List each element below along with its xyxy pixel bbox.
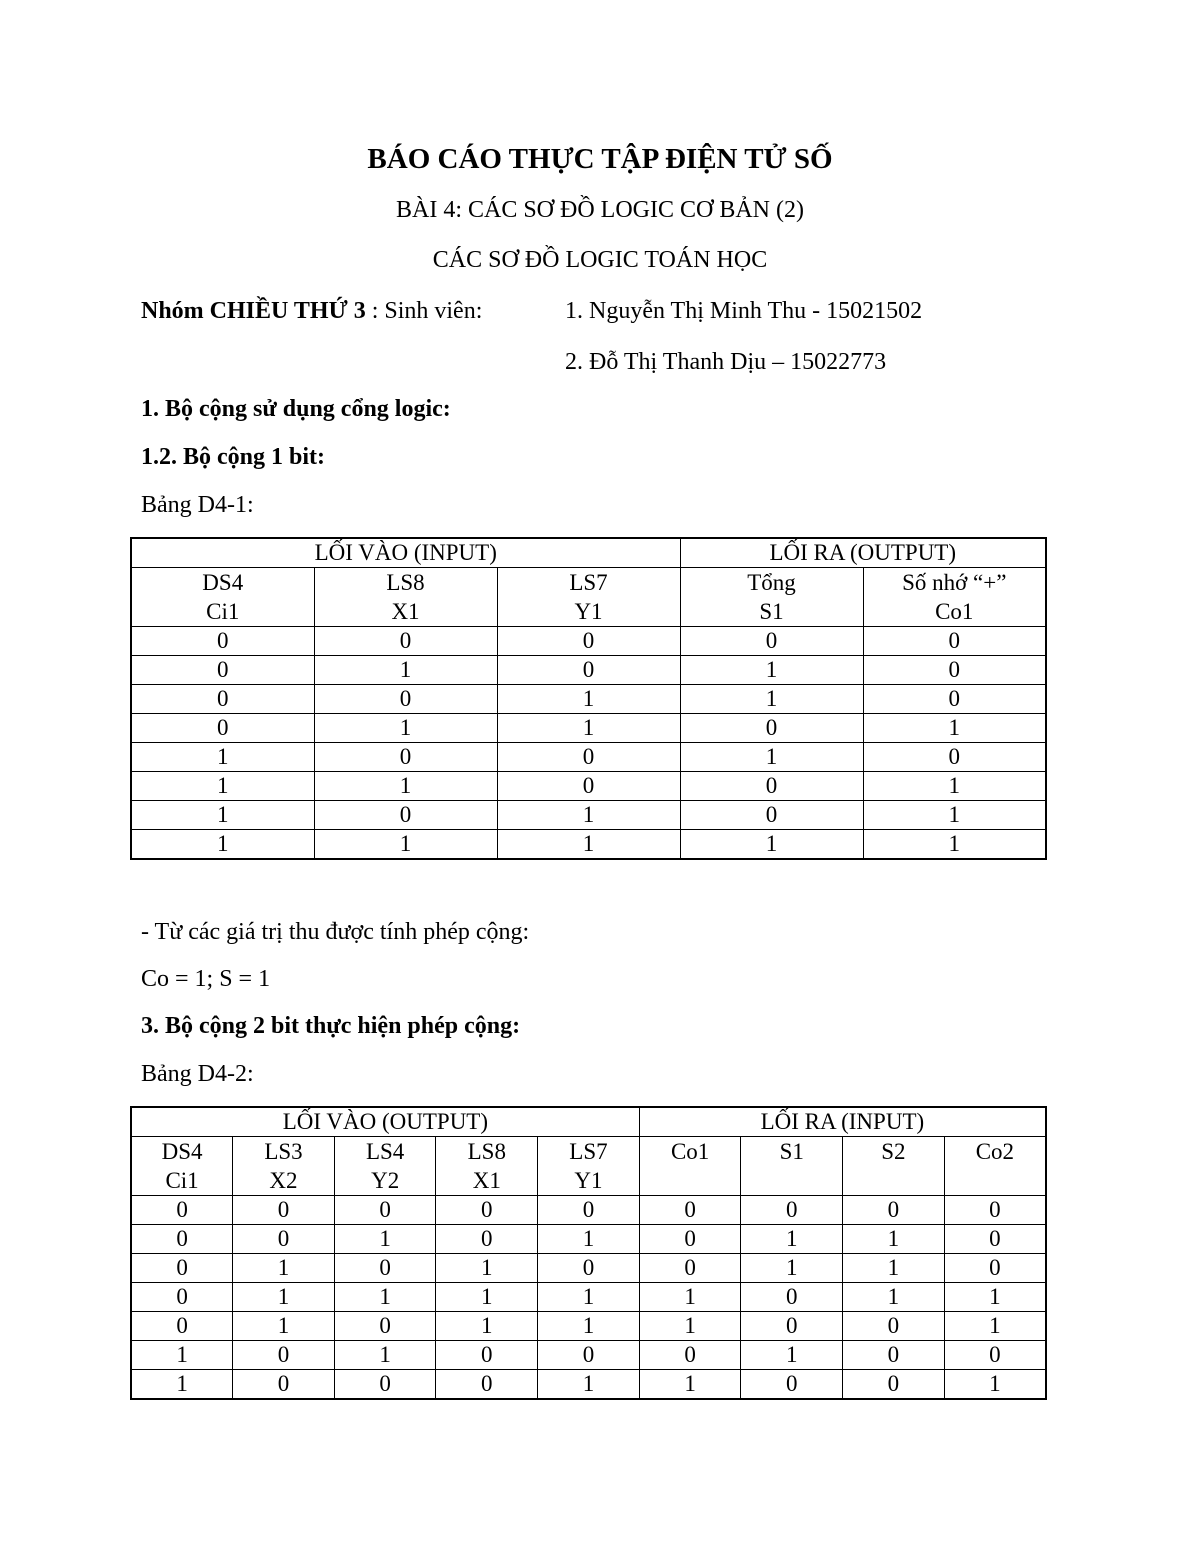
table-row xyxy=(131,1225,1046,1254)
table-cell: 0 xyxy=(497,743,680,772)
result-intro: - Từ các giá trị thu được tính phép cộng: xyxy=(141,919,530,945)
table-cell: 1 xyxy=(863,830,1046,860)
column-label: DS4 xyxy=(161,1139,203,1164)
column-label: Tổng xyxy=(747,570,796,595)
table-cell: 0 xyxy=(680,714,863,743)
table-cell: 1 xyxy=(863,801,1046,830)
column-signal: Y1 xyxy=(574,599,603,624)
table-cell: 1 xyxy=(131,743,314,772)
section-1-heading: 1. Bộ cộng sử dụng cổng logic: xyxy=(141,396,451,422)
column-header xyxy=(843,1137,945,1196)
table-cell: 0 xyxy=(741,1370,843,1400)
column-signal: X1 xyxy=(391,599,420,624)
table-cell: 0 xyxy=(334,1312,436,1341)
group-line xyxy=(141,298,482,325)
table-row xyxy=(131,1341,1046,1370)
column-header xyxy=(131,1137,233,1196)
table-cell: 0 xyxy=(497,656,680,685)
column-label: LS7 xyxy=(569,1139,608,1164)
column-label: Co1 xyxy=(670,1139,710,1164)
table-cell: 0 xyxy=(741,1196,843,1225)
table-cell: 0 xyxy=(639,1254,741,1283)
table-row xyxy=(131,772,1046,801)
table-cell: 1 xyxy=(314,714,497,743)
table-1-caption: Bảng D4-1: xyxy=(141,492,254,518)
column-header xyxy=(538,1137,640,1196)
table-cell: 0 xyxy=(233,1370,335,1400)
table-row xyxy=(131,685,1046,714)
table-cell: 1 xyxy=(639,1283,741,1312)
section-1-2-heading: 1.2. Bộ cộng 1 bit: xyxy=(141,444,326,470)
table-cell: 0 xyxy=(680,772,863,801)
column-label: LS4 xyxy=(365,1139,405,1164)
table-cell: 0 xyxy=(334,1370,436,1400)
table-cell: 1 xyxy=(843,1254,945,1283)
table-cell: 0 xyxy=(314,627,497,656)
table-cell: 0 xyxy=(131,714,314,743)
table-row xyxy=(131,656,1046,685)
table-cell: 1 xyxy=(497,714,680,743)
table-cell: 1 xyxy=(497,685,680,714)
table-cell: 0 xyxy=(944,1196,1046,1225)
table-d4-2 xyxy=(130,1106,1047,1400)
table-cell: 0 xyxy=(233,1196,335,1225)
column-header-row xyxy=(131,568,1046,627)
table-cell: 1 xyxy=(639,1370,741,1400)
table-cell: 1 xyxy=(944,1370,1046,1400)
table-cell: 1 xyxy=(944,1283,1046,1312)
table-row xyxy=(131,714,1046,743)
table-cell: 1 xyxy=(843,1283,945,1312)
students-label: : Sinh viên: xyxy=(365,298,483,324)
result-equation: Co = 1; S = 1 xyxy=(141,966,271,992)
group-header-row xyxy=(131,538,1046,568)
table-cell: 0 xyxy=(863,656,1046,685)
column-label: S1 xyxy=(779,1139,804,1164)
table-cell: 0 xyxy=(233,1225,335,1254)
table-cell: 0 xyxy=(680,627,863,656)
column-signal: Y1 xyxy=(574,1168,603,1193)
table-cell: 0 xyxy=(436,1341,538,1370)
column-signal: Ci1 xyxy=(165,1168,199,1193)
table-cell: 0 xyxy=(538,1196,640,1225)
topic-subtitle: CÁC SƠ ĐỒ LOGIC TOÁN HỌC xyxy=(432,247,768,273)
column-header xyxy=(436,1137,538,1196)
table-cell: 0 xyxy=(131,1196,233,1225)
table-cell: 1 xyxy=(497,801,680,830)
table-cell: 1 xyxy=(314,656,497,685)
column-header xyxy=(639,1137,741,1196)
table-cell: 1 xyxy=(843,1225,945,1254)
student-2: 2. Đỗ Thị Thanh Dịu – 15022773 xyxy=(565,349,887,375)
table-cell: 0 xyxy=(843,1196,945,1225)
table-row xyxy=(131,1312,1046,1341)
table-row xyxy=(131,1370,1046,1400)
table-cell: 1 xyxy=(131,772,314,801)
table-cell: 0 xyxy=(944,1254,1046,1283)
report-title: BÁO CÁO THỰC TẬP ĐIỆN TỬ SỐ xyxy=(367,143,833,175)
table-cell: 0 xyxy=(131,1283,233,1312)
table-cell: 1 xyxy=(741,1254,843,1283)
column-label: LS8 xyxy=(467,1139,506,1164)
table-cell: 0 xyxy=(436,1225,538,1254)
table-cell: 0 xyxy=(314,743,497,772)
table-cell: 0 xyxy=(436,1196,538,1225)
column-label: Số nhớ “+” xyxy=(902,570,1007,595)
column-signal: Ci1 xyxy=(206,599,240,624)
lesson-subtitle: BÀI 4: CÁC SƠ ĐỒ LOGIC CƠ BẢN (2) xyxy=(395,197,804,223)
table-cell: 0 xyxy=(843,1370,945,1400)
table-d4-1 xyxy=(130,537,1047,860)
table-cell: 0 xyxy=(639,1341,741,1370)
column-header xyxy=(314,568,497,627)
table-cell: 0 xyxy=(334,1196,436,1225)
input-group-header: LỐI VÀO (INPUT) xyxy=(131,538,680,568)
table-cell: 1 xyxy=(334,1341,436,1370)
table-cell: 0 xyxy=(863,743,1046,772)
output-group-header: LỐI RA (OUTPUT) xyxy=(680,538,1046,568)
column-header xyxy=(863,568,1046,627)
table-cell: 1 xyxy=(639,1312,741,1341)
table-cell: 1 xyxy=(314,830,497,860)
table-row xyxy=(131,830,1046,860)
table-cell: 1 xyxy=(538,1283,640,1312)
table-cell: 1 xyxy=(680,830,863,860)
table-cell: 1 xyxy=(944,1312,1046,1341)
table-cell: 1 xyxy=(436,1283,538,1312)
table-cell: 1 xyxy=(334,1225,436,1254)
table-cell: 0 xyxy=(497,627,680,656)
table-cell: 0 xyxy=(314,685,497,714)
table-row xyxy=(131,743,1046,772)
table-cell: 0 xyxy=(680,801,863,830)
table-cell: 1 xyxy=(233,1312,335,1341)
column-header xyxy=(944,1137,1046,1196)
table-cell: 1 xyxy=(497,830,680,860)
table-cell: 0 xyxy=(314,801,497,830)
table-cell: 0 xyxy=(131,627,314,656)
column-signal: X2 xyxy=(269,1168,298,1193)
table-cell: 1 xyxy=(334,1283,436,1312)
column-header-row xyxy=(131,1137,1046,1196)
column-label: DS4 xyxy=(202,570,244,595)
table-cell: 0 xyxy=(538,1254,640,1283)
column-header xyxy=(233,1137,335,1196)
table-cell: 1 xyxy=(314,772,497,801)
table-cell: 1 xyxy=(538,1225,640,1254)
table-cell: 1 xyxy=(233,1283,335,1312)
table-cell: 1 xyxy=(863,772,1046,801)
table-cell: 0 xyxy=(131,1312,233,1341)
column-signal: S1 xyxy=(759,599,784,624)
table-row xyxy=(131,1254,1046,1283)
table-cell: 0 xyxy=(741,1283,843,1312)
table-cell: 0 xyxy=(131,656,314,685)
table-cell: 1 xyxy=(680,743,863,772)
group-label: Nhóm CHIỀU THỨ 3 xyxy=(141,298,366,324)
table-cell: 0 xyxy=(538,1341,640,1370)
column-header xyxy=(741,1137,843,1196)
group-header-row xyxy=(131,1107,1046,1137)
table-cell: 1 xyxy=(538,1370,640,1400)
column-header xyxy=(680,568,863,627)
table-cell: 0 xyxy=(131,1254,233,1283)
table-cell: 0 xyxy=(233,1341,335,1370)
table-2-caption: Bảng D4-2: xyxy=(141,1061,254,1087)
column-header xyxy=(497,568,680,627)
output-group-header: LỐI RA (INPUT) xyxy=(639,1107,1046,1137)
column-signal: Y2 xyxy=(371,1168,400,1193)
table-cell: 1 xyxy=(131,801,314,830)
table-cell: 1 xyxy=(680,656,863,685)
table-cell: 0 xyxy=(436,1370,538,1400)
table-cell: 0 xyxy=(863,627,1046,656)
table-cell: 0 xyxy=(944,1225,1046,1254)
table-cell: 1 xyxy=(538,1312,640,1341)
table-cell: 0 xyxy=(131,685,314,714)
table-cell: 0 xyxy=(944,1341,1046,1370)
table-cell: 1 xyxy=(741,1225,843,1254)
table-row xyxy=(131,1196,1046,1225)
table-cell: 0 xyxy=(843,1341,945,1370)
table-cell: 0 xyxy=(639,1196,741,1225)
table-cell: 0 xyxy=(639,1225,741,1254)
column-label: LS7 xyxy=(569,570,608,595)
table-cell: 1 xyxy=(863,714,1046,743)
table-cell: 1 xyxy=(131,1341,233,1370)
table-cell: 0 xyxy=(334,1254,436,1283)
table-cell: 1 xyxy=(436,1254,538,1283)
column-signal: Co1 xyxy=(935,599,974,624)
column-header xyxy=(131,568,314,627)
table-cell: 1 xyxy=(131,830,314,860)
table-row xyxy=(131,801,1046,830)
table-cell: 0 xyxy=(843,1312,945,1341)
section-3-heading: 3. Bộ cộng 2 bit thực hiện phép cộng: xyxy=(141,1013,521,1039)
table-cell: 1 xyxy=(741,1341,843,1370)
column-label: S2 xyxy=(881,1139,906,1164)
column-label: Co2 xyxy=(975,1139,1015,1164)
column-header xyxy=(334,1137,436,1196)
column-label: LS8 xyxy=(386,570,425,595)
column-signal: X1 xyxy=(472,1168,501,1193)
table-cell: 1 xyxy=(680,685,863,714)
column-label: LS3 xyxy=(264,1139,303,1164)
table-cell: 0 xyxy=(741,1312,843,1341)
input-group-header: LỐI VÀO (OUTPUT) xyxy=(131,1107,639,1137)
table-cell: 0 xyxy=(131,1225,233,1254)
table-cell: 1 xyxy=(131,1370,233,1400)
table-cell: 0 xyxy=(497,772,680,801)
table-cell: 1 xyxy=(436,1312,538,1341)
table-row xyxy=(131,1283,1046,1312)
table-cell: 1 xyxy=(233,1254,335,1283)
table-cell: 0 xyxy=(863,685,1046,714)
table-row xyxy=(131,627,1046,656)
student-1: 1. Nguyễn Thị Minh Thu - 15021502 xyxy=(565,298,923,324)
